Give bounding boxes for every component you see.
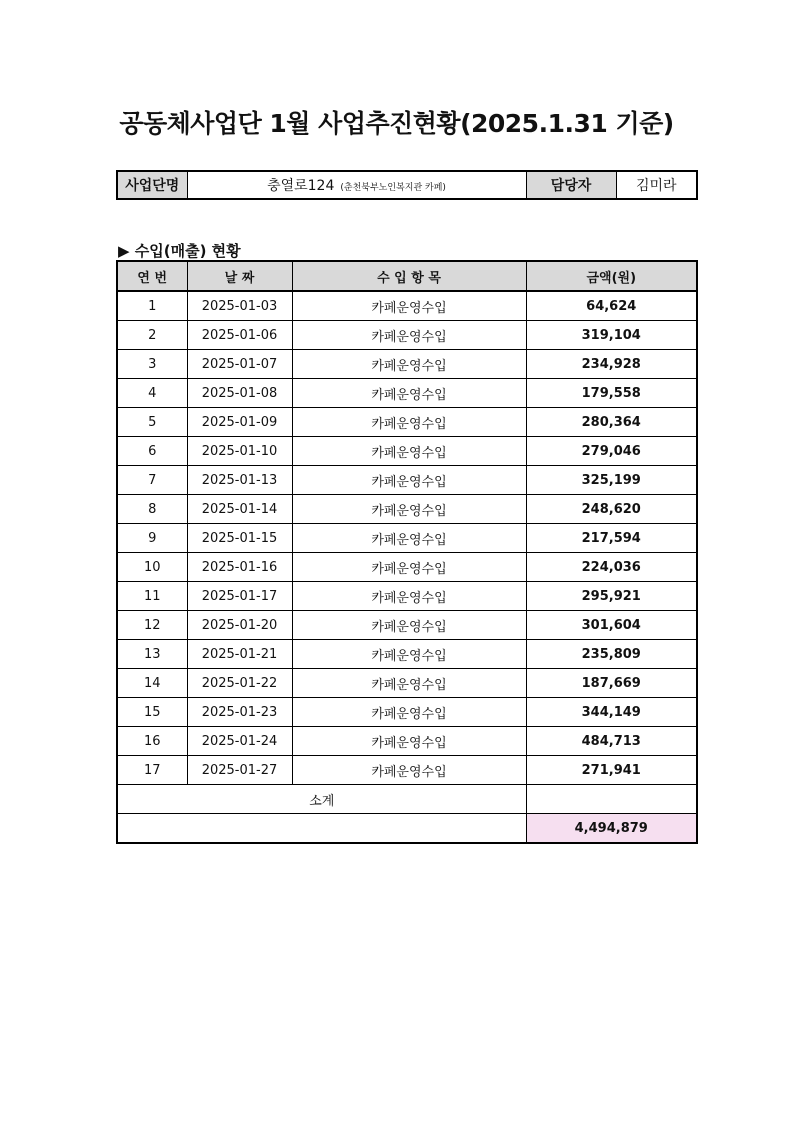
business-name: 충열로124 — [267, 178, 335, 194]
row-amount: 187,669 — [526, 669, 697, 698]
row-amount: 279,046 — [526, 437, 697, 466]
header-amount: 금액(원) — [526, 261, 697, 291]
row-number: 13 — [117, 640, 187, 669]
row-amount: 248,620 — [526, 495, 697, 524]
row-number: 16 — [117, 727, 187, 756]
row-date: 2025-01-08 — [187, 379, 292, 408]
row-date: 2025-01-15 — [187, 524, 292, 553]
table-row — [117, 582, 697, 611]
row-number: 6 — [117, 437, 187, 466]
row-number: 11 — [117, 582, 187, 611]
row-item: 카페운영수입 — [292, 553, 526, 582]
total-row — [117, 814, 697, 844]
subtotal-row — [117, 785, 697, 814]
manager-name: 김미라 — [616, 171, 697, 199]
table-row — [117, 553, 697, 582]
row-item: 카페운영수입 — [292, 291, 526, 321]
row-date: 2025-01-17 — [187, 582, 292, 611]
row-amount: 280,364 — [526, 408, 697, 437]
row-date: 2025-01-21 — [187, 640, 292, 669]
row-number: 17 — [117, 756, 187, 785]
row-number: 7 — [117, 466, 187, 495]
row-date: 2025-01-24 — [187, 727, 292, 756]
row-date: 2025-01-07 — [187, 350, 292, 379]
table-row — [117, 408, 697, 437]
row-date: 2025-01-03 — [187, 291, 292, 321]
row-item: 카페운영수입 — [292, 669, 526, 698]
row-number: 4 — [117, 379, 187, 408]
business-info-table — [116, 170, 698, 200]
table-row — [117, 756, 697, 785]
table-row — [117, 291, 697, 321]
business-name-label: 사업단명 — [117, 171, 187, 199]
row-item: 카페운영수입 — [292, 408, 526, 437]
row-amount: 64,624 — [526, 291, 697, 321]
row-number: 2 — [117, 321, 187, 350]
row-amount: 224,036 — [526, 553, 697, 582]
row-date: 2025-01-22 — [187, 669, 292, 698]
row-number: 12 — [117, 611, 187, 640]
row-amount: 235,809 — [526, 640, 697, 669]
row-amount: 301,604 — [526, 611, 697, 640]
total-amount: 4,494,879 — [526, 814, 697, 844]
table-row — [117, 698, 697, 727]
row-amount: 344,149 — [526, 698, 697, 727]
row-number: 15 — [117, 698, 187, 727]
row-date: 2025-01-27 — [187, 756, 292, 785]
row-amount: 325,199 — [526, 466, 697, 495]
row-item: 카페운영수입 — [292, 582, 526, 611]
row-item: 카페운영수입 — [292, 321, 526, 350]
business-name-cell — [187, 171, 526, 199]
row-date: 2025-01-10 — [187, 437, 292, 466]
row-item: 카페운영수입 — [292, 640, 526, 669]
row-date: 2025-01-13 — [187, 466, 292, 495]
row-number: 1 — [117, 291, 187, 321]
row-item: 카페운영수입 — [292, 437, 526, 466]
row-number: 10 — [117, 553, 187, 582]
total-label-empty — [117, 814, 526, 844]
row-amount: 217,594 — [526, 524, 697, 553]
row-number: 3 — [117, 350, 187, 379]
table-row — [117, 727, 697, 756]
table-header-row — [117, 261, 697, 291]
row-date: 2025-01-09 — [187, 408, 292, 437]
table-row — [117, 466, 697, 495]
table-row — [117, 495, 697, 524]
row-item: 카페운영수입 — [292, 379, 526, 408]
row-item: 카페운영수입 — [292, 727, 526, 756]
header-date: 날 짜 — [187, 261, 292, 291]
subtotal-empty — [526, 785, 697, 814]
table-row — [117, 524, 697, 553]
document-title: 공동체사업단 1월 사업추진현황(2025.1.31 기준) — [119, 109, 674, 138]
section-title: ▶ 수입(매출) 현황 — [118, 242, 241, 260]
row-number: 9 — [117, 524, 187, 553]
row-amount: 179,558 — [526, 379, 697, 408]
row-date: 2025-01-23 — [187, 698, 292, 727]
row-item: 카페운영수입 — [292, 698, 526, 727]
table-row — [117, 611, 697, 640]
row-date: 2025-01-16 — [187, 553, 292, 582]
row-number: 14 — [117, 669, 187, 698]
manager-label: 담당자 — [526, 171, 616, 199]
row-item: 카페운영수입 — [292, 350, 526, 379]
header-no: 연 번 — [117, 261, 187, 291]
row-item: 카페운영수입 — [292, 611, 526, 640]
row-date: 2025-01-06 — [187, 321, 292, 350]
subtotal-label: 소계 — [117, 785, 526, 814]
row-amount: 271,941 — [526, 756, 697, 785]
row-item: 카페운영수입 — [292, 524, 526, 553]
row-item: 카페운영수입 — [292, 466, 526, 495]
revenue-table — [116, 260, 698, 844]
row-amount: 295,921 — [526, 582, 697, 611]
header-item: 수 입 항 목 — [292, 261, 526, 291]
table-row — [117, 321, 697, 350]
table-row — [117, 640, 697, 669]
row-number: 8 — [117, 495, 187, 524]
table-row — [117, 379, 697, 408]
business-name-note: (춘천북부노인복지관 카페) — [340, 183, 446, 193]
row-item: 카페운영수입 — [292, 495, 526, 524]
row-date: 2025-01-20 — [187, 611, 292, 640]
row-amount: 234,928 — [526, 350, 697, 379]
row-amount: 319,104 — [526, 321, 697, 350]
row-number: 5 — [117, 408, 187, 437]
row-item: 카페운영수입 — [292, 756, 526, 785]
table-row — [117, 669, 697, 698]
row-date: 2025-01-14 — [187, 495, 292, 524]
table-row — [117, 437, 697, 466]
table-row — [117, 350, 697, 379]
row-amount: 484,713 — [526, 727, 697, 756]
